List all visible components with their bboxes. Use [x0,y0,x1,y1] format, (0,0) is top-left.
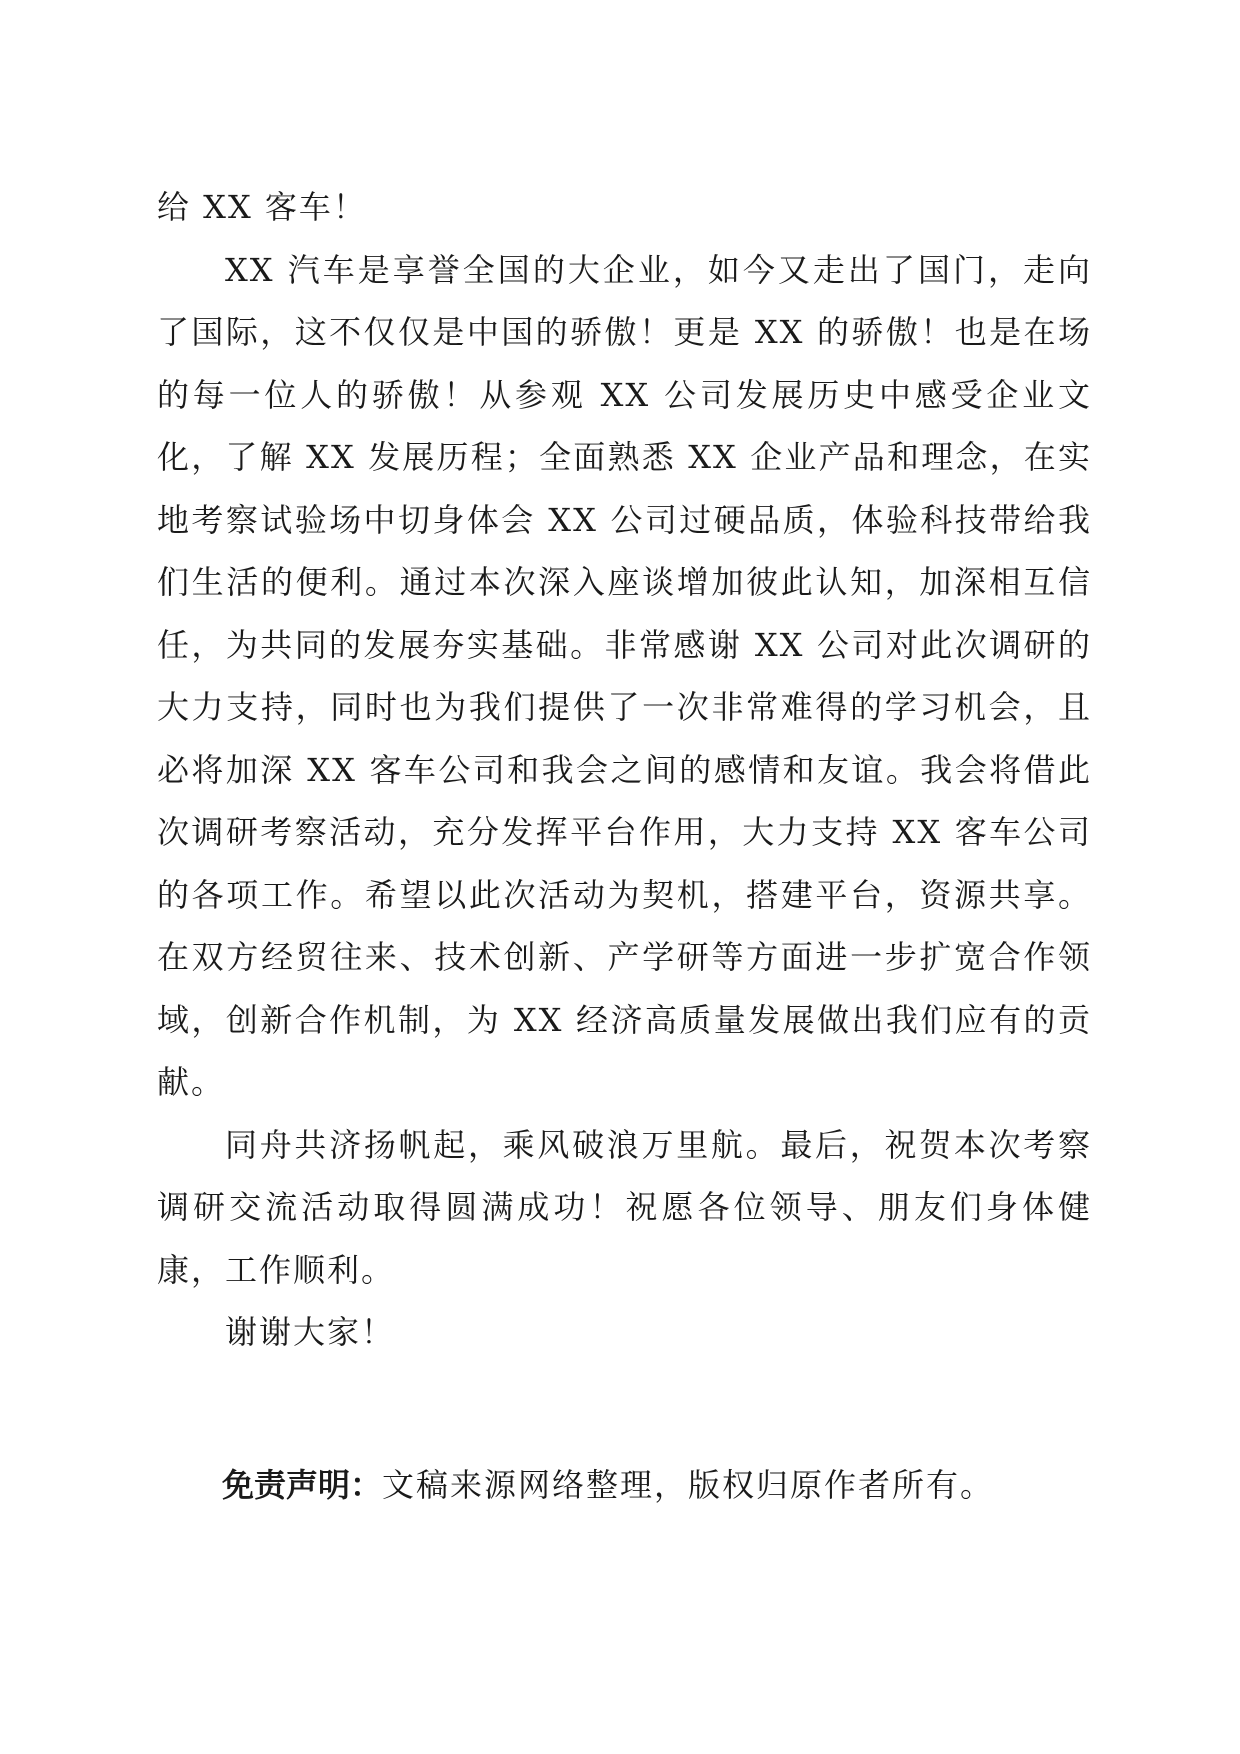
disclaimer-text: 文稿来源网络整理，版权归原作者所有。 [382,1466,995,1504]
paragraph-closing-line: 给 XX 客车！ [157,188,367,226]
paragraph-main-body: XX 汽车是享誉全国的大企业，如今又走出了国门，走向了国际，这不仅仅是中国的骄傲！更是 XX 的骄傲！也是在场的每一位人的骄傲！从参观 XX 公司发展历史中感受企业文化，了解 XX 发展历程；全面熟悉 XX 企业产品和理念，在实地考察试验场中切身体会 XX 公司过硬品质，体验科技带给我们生活的便利。通过本次深入座谈增加彼此认知，加深相互信任，为共同的发展夯实基础。非常感谢 XX 公司对此次调研的大力支持，同时也为我们提供了一次非常难得的学习机会，且必将加深 XX 客车公司和我会之间的感情和友谊。我会将借此次调研考察活动，充分发挥平台作用，大力支持 XX 客车公司的各项工作。希望以此次活动为契机，搭建平台，资源共享。在双方经贸往来、技术创新、产学研等方面进一步扩宽合作领域，创新合作机制，为 XX 经济高质量发展做出我们应有的贡献。 [157,250,1092,1101]
paragraph-thanks: 谢谢大家！ [225,1313,396,1351]
disclaimer [222,1463,1122,1507]
disclaimer-label: 免责声明： [222,1466,383,1504]
document-body [157,176,1092,1364]
paragraph-blessing: 同舟共济扬帆起，乘风破浪万里航。最后，祝贺本次考察调研交流活动取得圆满成功！祝愿各位领导、朋友们身体健康，工作顺利。 [157,1125,1092,1289]
